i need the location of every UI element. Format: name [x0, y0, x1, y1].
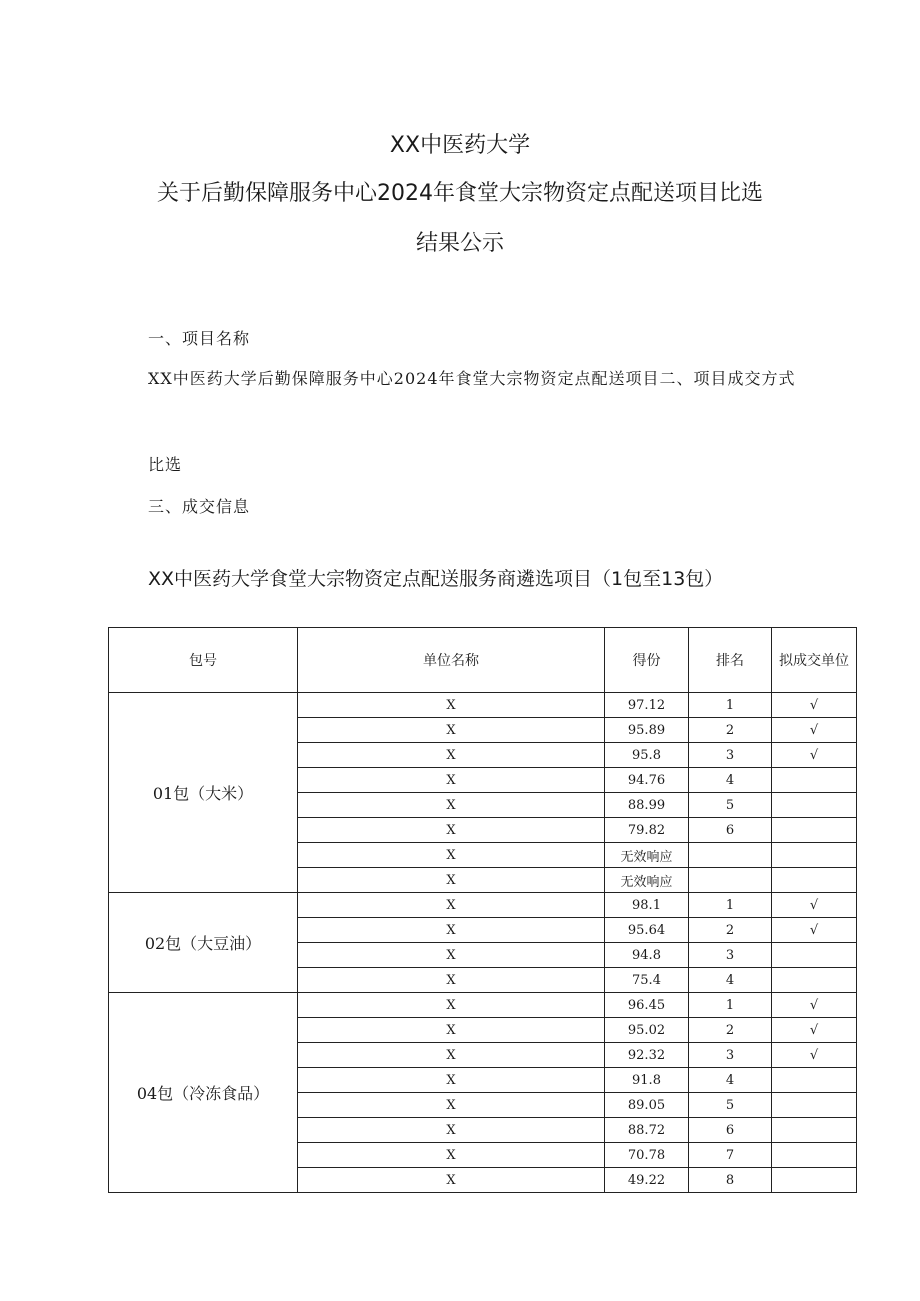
package-cell: 04包（冷冻食品） — [109, 993, 298, 1193]
company-cell: X — [298, 893, 605, 918]
score-cell: 94.8 — [605, 943, 689, 968]
score-cell: 89.05 — [605, 1093, 689, 1118]
score-cell: 88.99 — [605, 793, 689, 818]
company-cell: X — [298, 768, 605, 793]
header-score: 得份 — [605, 628, 689, 693]
rank-cell: 1 — [689, 993, 772, 1018]
winner-check-cell — [772, 868, 857, 893]
company-cell: X — [298, 1143, 605, 1168]
score-cell: 95.89 — [605, 718, 689, 743]
package-cell: 02包（大豆油） — [109, 893, 298, 993]
winner-check-cell: √ — [772, 743, 857, 768]
company-cell: X — [298, 743, 605, 768]
winner-check-cell: √ — [772, 718, 857, 743]
result-table — [108, 627, 857, 1193]
score-cell: 75.4 — [605, 968, 689, 993]
rank-cell: 5 — [689, 1093, 772, 1118]
company-cell: X — [298, 718, 605, 743]
winner-check-cell — [772, 968, 857, 993]
table-row — [109, 993, 857, 1018]
rank-cell: 3 — [689, 743, 772, 768]
company-cell: X — [298, 943, 605, 968]
company-cell: X — [298, 843, 605, 868]
rank-cell: 2 — [689, 1018, 772, 1043]
rank-cell — [689, 843, 772, 868]
rank-cell: 2 — [689, 918, 772, 943]
winner-check-cell: √ — [772, 1018, 857, 1043]
score-cell: 96.45 — [605, 993, 689, 1018]
winner-check-cell: √ — [772, 1043, 857, 1068]
rank-cell: 5 — [689, 793, 772, 818]
company-cell: X — [298, 968, 605, 993]
company-cell: X — [298, 693, 605, 718]
header-package: 包号 — [109, 628, 298, 693]
company-cell: X — [298, 1118, 605, 1143]
rank-cell: 6 — [689, 1118, 772, 1143]
section-project-name-body: XX中医药大学后勤保障服务中心2024年食堂大宗物资定点配送项目二、项目成交方式 — [148, 369, 796, 388]
table-header-row — [109, 628, 857, 693]
winner-check-cell — [772, 818, 857, 843]
winner-check-cell: √ — [772, 993, 857, 1018]
document-title-line-1: XX中医药大学 — [389, 133, 531, 158]
header-rank: 排名 — [689, 628, 772, 693]
rank-cell: 4 — [689, 768, 772, 793]
section-deal-info-title: 三、成交信息 — [148, 497, 251, 516]
header-winner: 拟成交单位 — [772, 628, 857, 693]
table-row — [109, 893, 857, 918]
score-cell: 无效响应 — [605, 868, 689, 893]
company-cell: X — [298, 793, 605, 818]
rank-cell: 3 — [689, 943, 772, 968]
rank-cell: 1 — [689, 893, 772, 918]
winner-check-cell: √ — [772, 693, 857, 718]
table-row — [109, 693, 857, 718]
winner-check-cell — [772, 943, 857, 968]
section-method-body: 比选 — [148, 455, 183, 474]
rank-cell: 1 — [689, 693, 772, 718]
company-cell: X — [298, 1043, 605, 1068]
document-title-line-2: 关于后勤保障服务中心2024年食堂大宗物资定点配送项目比选 — [157, 181, 763, 206]
score-cell: 92.32 — [605, 1043, 689, 1068]
table-body — [109, 693, 857, 1193]
winner-check-cell — [772, 768, 857, 793]
winner-check-cell: √ — [772, 918, 857, 943]
winner-check-cell — [772, 1118, 857, 1143]
company-cell: X — [298, 1018, 605, 1043]
score-cell: 94.76 — [605, 768, 689, 793]
table-caption: XX中医药大学食堂大宗物资定点配送服务商遴选项目（1包至13包） — [148, 568, 724, 590]
score-cell: 49.22 — [605, 1168, 689, 1193]
winner-check-cell — [772, 1143, 857, 1168]
winner-check-cell — [772, 793, 857, 818]
rank-cell — [689, 868, 772, 893]
company-cell: X — [298, 818, 605, 843]
winner-check-cell — [772, 843, 857, 868]
score-cell: 95.64 — [605, 918, 689, 943]
winner-check-cell — [772, 1168, 857, 1193]
score-cell: 97.12 — [605, 693, 689, 718]
score-cell: 95.02 — [605, 1018, 689, 1043]
rank-cell: 7 — [689, 1143, 772, 1168]
score-cell: 98.1 — [605, 893, 689, 918]
rank-cell: 2 — [689, 718, 772, 743]
company-cell: X — [298, 1093, 605, 1118]
score-cell: 88.72 — [605, 1118, 689, 1143]
header-company: 单位名称 — [298, 628, 605, 693]
package-cell: 01包（大米） — [109, 693, 298, 893]
company-cell: X — [298, 1168, 605, 1193]
company-cell: X — [298, 868, 605, 893]
rank-cell: 8 — [689, 1168, 772, 1193]
document-title-line-3: 结果公示 — [415, 231, 504, 256]
score-cell: 91.8 — [605, 1068, 689, 1093]
score-cell: 无效响应 — [605, 843, 689, 868]
score-cell: 70.78 — [605, 1143, 689, 1168]
company-cell: X — [298, 993, 605, 1018]
section-project-name-title: 一、项目名称 — [148, 329, 251, 348]
score-cell: 79.82 — [605, 818, 689, 843]
rank-cell: 4 — [689, 968, 772, 993]
company-cell: X — [298, 918, 605, 943]
score-cell: 95.8 — [605, 743, 689, 768]
winner-check-cell — [772, 1093, 857, 1118]
rank-cell: 4 — [689, 1068, 772, 1093]
company-cell: X — [298, 1068, 605, 1093]
winner-check-cell — [772, 1068, 857, 1093]
rank-cell: 3 — [689, 1043, 772, 1068]
winner-check-cell: √ — [772, 893, 857, 918]
rank-cell: 6 — [689, 818, 772, 843]
